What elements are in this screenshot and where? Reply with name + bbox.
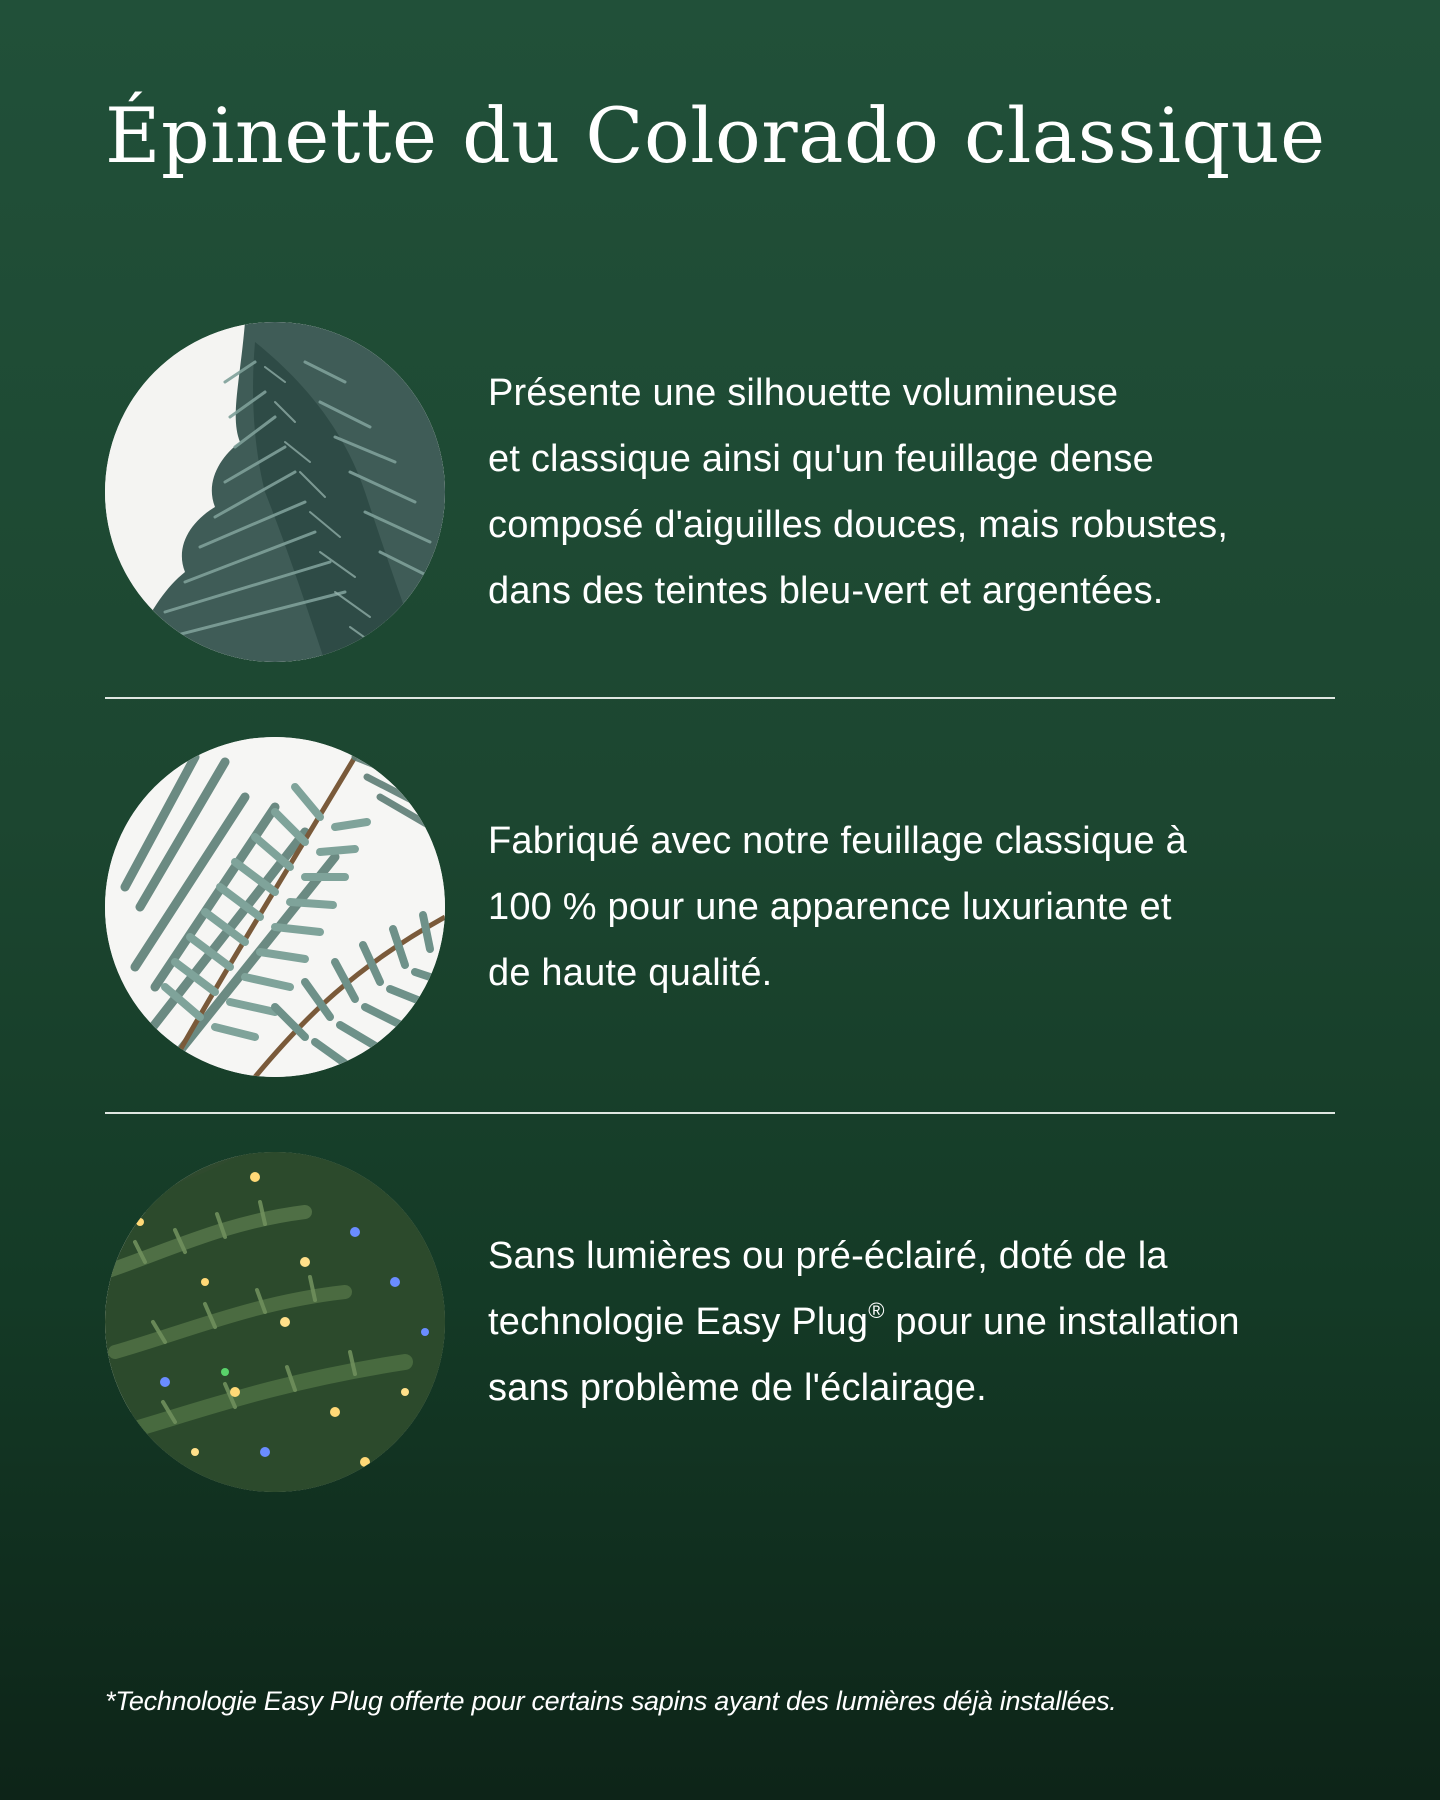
description-line: et classique ainsi qu'un feuillage dense (488, 438, 1154, 480)
easy-plug-text: technologie Easy Plug (488, 1301, 869, 1343)
description-line: de haute qualité. (488, 952, 773, 994)
feature-row-silhouette (105, 322, 1335, 662)
description-line: dans des teintes bleu-vert et argentées. (488, 570, 1164, 612)
lighted-tree-illustration (105, 1152, 445, 1492)
page-title: Épinette du Colorado classique (105, 91, 1326, 180)
spruce-branches-photo-icon (105, 322, 445, 662)
section-divider (105, 1112, 1335, 1114)
feature-description (488, 322, 1338, 662)
easy-plug-continuation: pour une installation (895, 1301, 1240, 1343)
description-line (488, 1289, 1240, 1355)
feature-row-foliage (105, 737, 1335, 1077)
description-line: 100 % pour une apparence luxuriante et (488, 886, 1172, 928)
feature-row-lighting (105, 1152, 1335, 1492)
feature-description (488, 1152, 1338, 1492)
description-line: Sans lumières ou pré-éclairé, doté de la (488, 1235, 1168, 1277)
description-line: sans problème de l'éclairage. (488, 1367, 987, 1409)
section-divider (105, 697, 1335, 699)
description-line: composé d'aiguilles douces, mais robustes, (488, 504, 1229, 546)
footnote: *Technologie Easy Plug offerte pour certains sapins ayant des lumières déjà installées. (105, 1686, 1117, 1716)
description-line: Fabriqué avec notre feuillage classique à (488, 820, 1187, 862)
feature-description (488, 737, 1338, 1077)
fir-needles-closeup-photo-icon (105, 737, 445, 1077)
registered-trademark-mark: ® (868, 1298, 885, 1323)
fir-needles-illustration (105, 737, 445, 1077)
spruce-branches-illustration (105, 322, 445, 662)
lighted-tree-photo-icon (105, 1152, 445, 1492)
description-line: Présente une silhouette volumineuse (488, 372, 1119, 414)
